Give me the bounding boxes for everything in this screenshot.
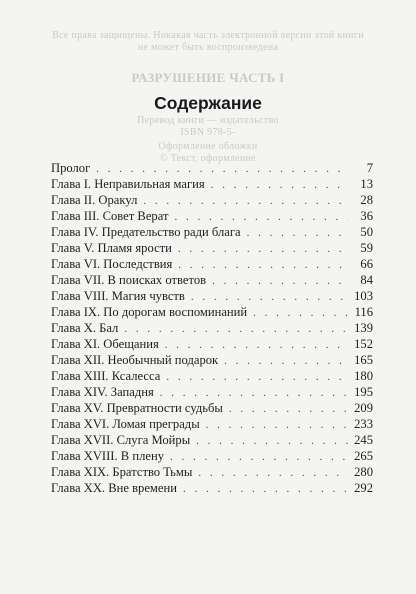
toc-entry-label: Глава XV. Превратности судьбы [51, 401, 223, 415]
toc-entry[interactable] [51, 160, 373, 176]
toc-entry-label: Глава V. Пламя ярости [51, 241, 172, 255]
toc-entry[interactable] [51, 480, 373, 496]
toc-entry-label: Глава XI. Обещания [51, 337, 159, 351]
toc-dot-leader [96, 161, 348, 177]
toc-entry-page: 36 [360, 209, 373, 223]
toc-dot-leader [170, 449, 348, 465]
bleed-through-line: Все права защищены. Никакая часть электронной версии этой книги [52, 30, 364, 41]
toc-entry-page: 13 [360, 177, 373, 191]
bleed-through-line: Перевод книги — издательство [137, 115, 279, 126]
bleed-through-line: Оформление обложки [158, 141, 258, 152]
toc-entry-label: Глава XII. Необычный подарок [51, 353, 219, 367]
toc-dot-leader [183, 481, 348, 497]
toc-entry-label: Глава I. Неправильная магия [51, 177, 205, 191]
toc-dot-leader [198, 465, 348, 481]
toc-entry-label: Глава XVII. Слуга Мойры [51, 433, 191, 447]
toc-dot-leader [191, 289, 348, 305]
toc-entry[interactable] [51, 208, 373, 224]
toc-dot-leader [174, 209, 348, 225]
toc-entry-label: Глава III. Совет Верат [51, 209, 169, 223]
toc-entry-page: 209 [354, 401, 373, 415]
toc-entry[interactable] [51, 224, 373, 240]
bleed-through-line: РАЗРУШЕНИЕ ЧАСТЬ I [131, 70, 285, 85]
page-title: Содержание [154, 93, 262, 113]
toc-entry[interactable] [51, 256, 373, 272]
toc-dot-leader [143, 193, 348, 209]
toc-entry-label: Глава XIII. Ксалесса [51, 369, 161, 383]
toc-dot-leader [211, 177, 348, 193]
toc-entry[interactable] [51, 400, 373, 416]
toc-dot-leader [166, 369, 348, 385]
toc-entry-label: Глава VI. Последствия [51, 257, 173, 271]
toc-entry[interactable] [51, 320, 373, 336]
toc-entry-page: 265 [354, 449, 373, 463]
toc-entry-label: Глава VIII. Магия чувств [51, 289, 185, 303]
toc-entry-page: 180 [354, 369, 373, 383]
toc-entry-page: 7 [366, 161, 373, 175]
toc-entry-label: Глава IV. Предательство ради блага [51, 225, 241, 239]
toc-dot-leader [178, 257, 348, 273]
toc-entry-page: 195 [354, 385, 373, 399]
bleed-through-line: не может быть воспроизведена [137, 42, 279, 53]
toc-dot-leader [165, 337, 348, 353]
toc-dot-leader [229, 401, 348, 417]
toc-entry[interactable] [51, 240, 373, 256]
toc-entry[interactable] [51, 416, 373, 432]
toc-entry[interactable] [51, 336, 373, 352]
toc-entry[interactable] [51, 176, 373, 192]
toc-dot-leader [224, 353, 348, 369]
toc-entry[interactable] [51, 288, 373, 304]
toc-entry[interactable] [51, 192, 373, 208]
table-of-contents [51, 160, 373, 496]
toc-entry-page: 59 [360, 241, 373, 255]
toc-entry[interactable] [51, 448, 373, 464]
toc-entry-label: Глава XIX. Братство Тьмы [51, 465, 193, 479]
toc-entry-label: Глава II. Оракул [51, 193, 138, 207]
toc-entry-page: 139 [354, 321, 373, 335]
toc-entry-label: Глава XX. Вне времени [51, 481, 177, 495]
toc-entry-page: 66 [360, 257, 373, 271]
toc-entry-label: Глава XVIII. В плену [51, 449, 164, 463]
toc-dot-leader [212, 273, 348, 289]
toc-entry-page: 84 [360, 273, 373, 287]
toc-entry-page: 233 [354, 417, 373, 431]
toc-dot-leader [206, 417, 348, 433]
toc-entry-page: 116 [354, 305, 373, 319]
toc-dot-leader [178, 241, 348, 257]
toc-dot-leader [160, 385, 348, 401]
toc-entry-page: 245 [354, 433, 373, 447]
toc-dot-leader [196, 433, 348, 449]
toc-entry-page: 292 [354, 481, 373, 495]
toc-entry[interactable] [51, 352, 373, 368]
toc-entry-label: Глава XIV. Западня [51, 385, 154, 399]
toc-entry-page: 280 [354, 465, 373, 479]
bleed-through-line: © Текст, оформление [160, 153, 256, 164]
toc-entry-page: 28 [360, 193, 373, 207]
toc-entry-page: 152 [354, 337, 373, 351]
toc-entry-label: Пролог [51, 161, 91, 175]
toc-entry[interactable] [51, 304, 373, 320]
toc-entry-label: Глава IX. По дорогам воспоминаний [51, 305, 248, 319]
toc-entry-label: Глава XVI. Ломая преграды [51, 417, 200, 431]
toc-entry-page: 50 [360, 225, 373, 239]
toc-entry[interactable] [51, 384, 373, 400]
toc-dot-leader [247, 225, 348, 241]
toc-entry-page: 165 [354, 353, 373, 367]
toc-entry[interactable] [51, 368, 373, 384]
toc-entry-label: Глава X. Бал [51, 321, 119, 335]
toc-entry-page: 103 [354, 289, 373, 303]
toc-dot-leader [124, 321, 348, 337]
toc-entry[interactable] [51, 464, 373, 480]
bleed-through-line: ISBN 978-5- [180, 127, 236, 138]
toc-entry[interactable] [51, 272, 373, 288]
toc-entry[interactable] [51, 432, 373, 448]
toc-dot-leader [253, 305, 348, 321]
toc-entry-label: Глава VII. В поисках ответов [51, 273, 207, 287]
